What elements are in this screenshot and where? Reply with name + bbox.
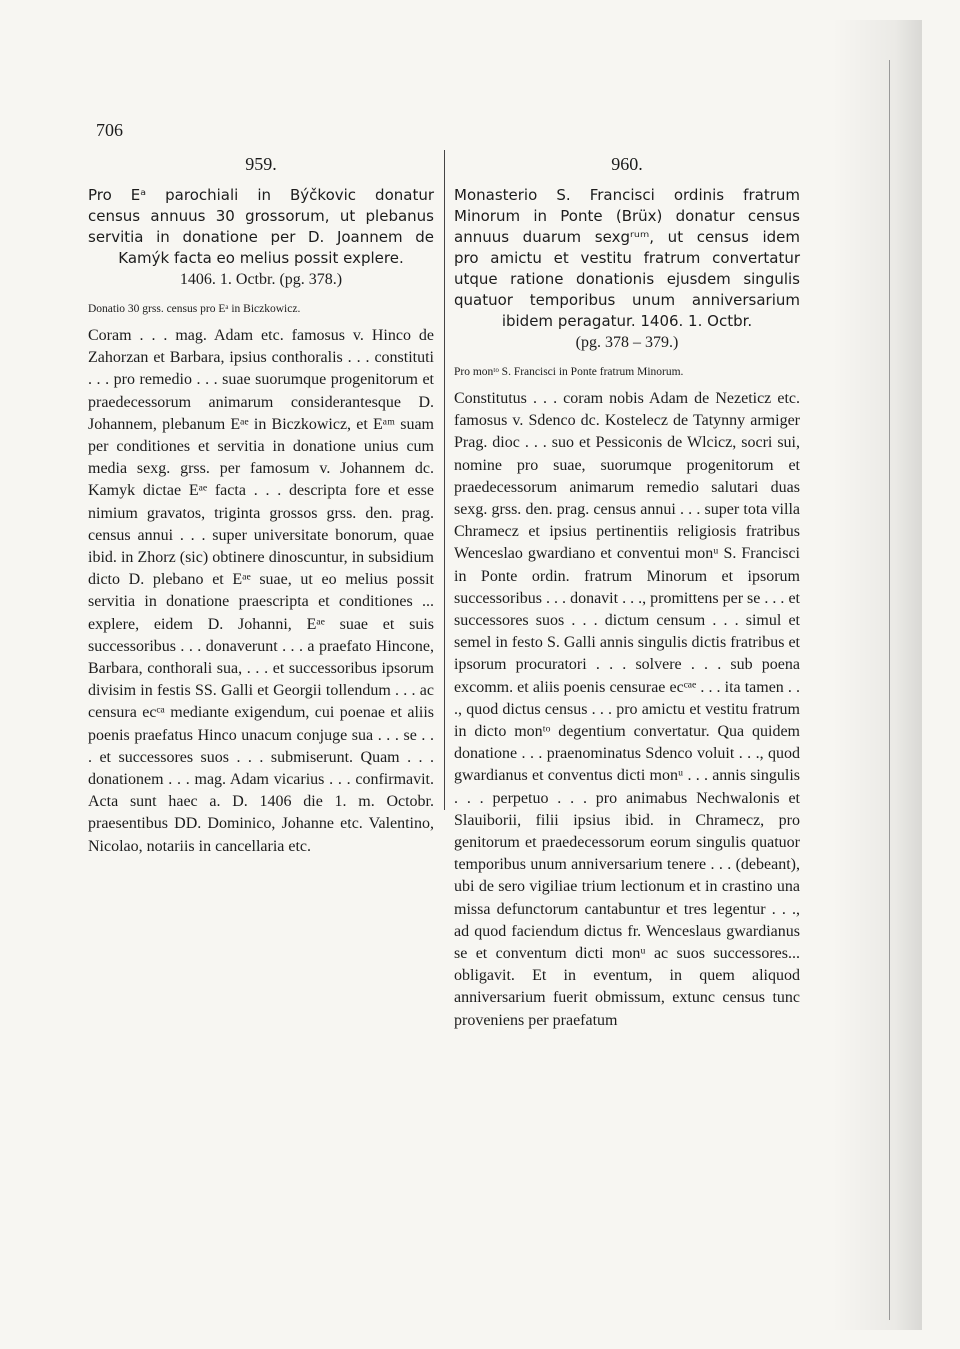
heading-line: Pro Eᵃ parochiali in Býčkovic donatur [88,186,434,204]
heading-line: quatuor temporibus unum anniversarium [454,291,800,309]
entry-number: 960. [611,154,643,174]
entry-heading [454,185,800,332]
entry-date: 1406. 1. Octbr. (pg. 378.) [179,271,343,288]
column-divider [444,150,445,810]
marginal-note: Donatio 30 grss. census pro Eᵃ in Biczkowicz. [88,303,301,315]
entry-number: 959. [245,154,277,174]
heading-line: annuus duarum sexgʳᵘᵐ, ut census idem [454,228,800,246]
binding-edge-line [889,60,890,1320]
heading-line: ibidem peragatur. 1406. 1. Octbr. [501,312,753,330]
entry-date: (pg. 378 – 379.) [575,334,679,351]
entry-959 [88,154,434,858]
binding-shadow [832,20,922,1330]
heading-line: pro amictu et vestitu fratrum convertatur [454,249,800,267]
heading-line: Kamýk facta eo melius possit explere. [118,249,404,267]
heading-line: Monasterio S. Francisci ordinis fratrum [454,186,800,204]
entry-body: Constitutus . . . coram nobis Adam de Nezeticz etc. famosus v. Sdenco dc. Kostelecz de Tatynny armiger Prag. dioc . . . suo et Pessiconis de Wlcicz, socri sui, nomine pro suae, suorumque progenitorum et praedecessorum animarum remedio salutari duas sexg. grss. den. prag. census annui . . . super tota villa Chramecz et ipsius pertinentiis religiosis fratribus Wenceslao gwardiano et conventui monᵘ S. Francisci in Ponte ordin. fratrum Minorum et ipsorum successoribus . . . donavit . . ., promittens per se . . . et successores suos . . . dictum censum . . . simul et semel in festo S. Galli annis singulis dictis fratribus et ipsorum procuratori . . . solvere . . . sub poena excomm. et aliis poenis censurae ecᶜᵃᵉ . . . ita tamen . . ., quod dictus census . . . pro amictu et vestitu fratrum in dicto monᵗᵒ degentium convertatur. Qua quidem donatione . . . praenominatus Sdenco voluit . . ., quod gwardianus et conventus dicti monᵘ . . . annis singulis . . . perpetuo . . . pro animabus Nechwalonis et Slauiborii, filii ipsius ibid. in Chramecz, pro genitorum et praedecessorum eorum singulis quatuor temporibus unum anniversarium tenere . . . (debeant), ubi de sero vigiliae trium lectionum et in crastino una missa defunctorum cantabuntur et tres legentur . . ., ad quod faciendum dictus fr. Wenceslaus gwardianus se et conventum dicti monᵘ ac suos successores... obligavit. Et in eventum, in quem aliquod anniversarium fuerit obmissum, extunc census tunc proveniens per praefatum [454,390,800,1029]
heading-line: servitia in donatione per D. Joannem de [88,228,434,246]
entry-heading [88,185,434,269]
heading-line: census annuus 30 grossorum, ut plebanus [88,207,434,225]
heading-line: utque ratione donationis ejusdem singulis [454,270,800,288]
heading-line: Minorum in Ponte (Brüx) donatur census [454,207,800,225]
entry-960 [454,154,800,1032]
entry-body: Coram . . . mag. Adam etc. famosus v. Hinco de Zahorzan et Barbara, ipsius conthoralis . . . constituti . . . pro remedio . . . suae suorumque progenitorum et praedecessorum animarum considerantesque D. Johannem, plebanum Eᵃᵉ in Biczkowicz, et Eᵃᵐ suam per conditiones et servitia in donatione unius cum media sexg. grss. per famosum v. Johannem dc. Kamyk dictae Eᵃᵉ facta . . . descripta fore et esse nimium gravatos, triginta grossos grss. den. prag. census annui . . . super universitate bonorum, quae ibid. in Zhorz (sic) obtinere dinoscuntur, in subsidium dicto D. plebano et Eᵃᵉ suae, ut eo melius possit servitia in donatione praescripta et conditiones ... explere, eidem D. Johanni, Eᵃᵉ suae et suis successoribus . . . donaverunt . . . a praefato Hincone, Barbara, conthorali sua, . . . et successoribus ipsorum divisim in festis SS. Galli et Georgii tollendum . . . ac censura ecᶜᵃ mediante exigendum, cui poenae et aliis poenis praefatus Hinco unacum conjuge sua . . . se . . . et successores suos . . . submiserunt. Quam . . . donationem . . . mag. Adam vicarius . . . confirmavit. Acta sunt haec a. D. 1406 die 1. m. Octobr. praesentibus DD. Dominico, Johanne etc. Valentino, Nicolao, notariis in cancellaria etc. [88,327,434,855]
marginal-note: Pro monᵗᵒ S. Francisci in Ponte fratrum Minorum. [454,366,684,378]
page-number: 706 [96,120,123,140]
